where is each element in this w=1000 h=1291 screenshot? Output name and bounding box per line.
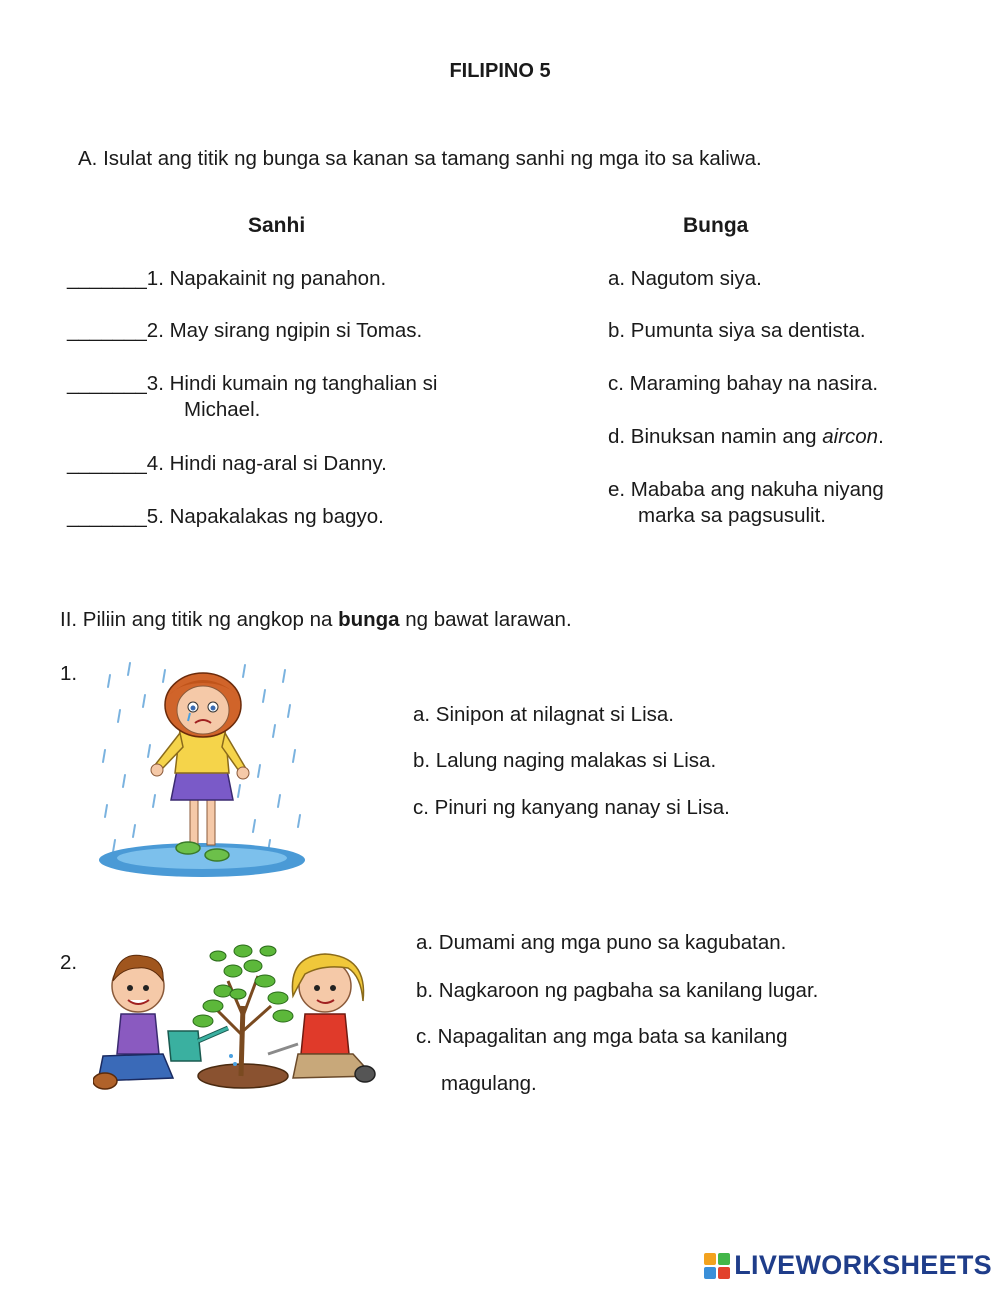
effect-item-e: e. Mababa ang nakuha niyang bbox=[608, 478, 884, 501]
section-b-bold: bunga bbox=[338, 608, 400, 631]
effect-item-c: c. Maraming bahay na nasira. bbox=[608, 372, 879, 395]
effect-d-italic: aircon bbox=[822, 425, 879, 448]
question-1-number: 1. bbox=[60, 662, 78, 685]
cause-item-2: _______2. May sirang ngipin si Tomas. bbox=[67, 319, 423, 342]
effect-d-end: . bbox=[878, 425, 884, 448]
bunga-header: Bunga bbox=[683, 214, 749, 237]
liveworksheets-logo-icon bbox=[704, 1253, 730, 1279]
effect-item-b: b. Pumunta siya sa dentista. bbox=[608, 319, 866, 342]
logo-text: LIVEWORKSHEETS bbox=[734, 1250, 992, 1280]
section-b-text: II. Piliin ang titik ng angkop na bbox=[60, 608, 339, 631]
q1-choice-b: b. Lalung naging malakas si Lisa. bbox=[413, 749, 717, 772]
q2-choice-a: a. Dumami ang mga puno sa kagubatan. bbox=[416, 931, 787, 954]
q2-choice-c: c. Napagalitan ang mga bata sa kanilang bbox=[416, 1025, 788, 1048]
effect-item-a: a. Nagutom siya. bbox=[608, 267, 762, 290]
page-title: FILIPINO 5 bbox=[449, 60, 551, 82]
liveworksheets-logo bbox=[704, 1250, 992, 1281]
q2-choice-c-continuation: magulang. bbox=[441, 1072, 537, 1095]
section-a-instruction: A. Isulat ang titik ng bunga sa kanan sa tamang sanhi ng mga ito sa kaliwa. bbox=[78, 147, 762, 170]
q1-choice-a: a. Sinipon at nilagnat si Lisa. bbox=[413, 703, 674, 726]
girl-in-rain-illustration bbox=[95, 655, 310, 880]
effect-d-text: d. Binuksan namin ang bbox=[608, 425, 823, 448]
effect-item-d bbox=[608, 424, 884, 450]
section-b-instruction bbox=[60, 607, 572, 633]
q2-choice-b: b. Nagkaroon ng pagbaha sa kanilang lugar. bbox=[416, 979, 819, 1002]
q1-choice-c: c. Pinuri ng kanyang nanay si Lisa. bbox=[413, 796, 730, 819]
cause-item-3: _______3. Hindi kumain ng tanghalian si bbox=[67, 372, 438, 395]
cause-item-3-continuation: Michael. bbox=[184, 398, 261, 421]
cause-item-4: _______4. Hindi nag-aral si Danny. bbox=[67, 452, 387, 475]
effect-item-e-continuation: marka sa pagsusulit. bbox=[638, 504, 827, 527]
section-b-text-end: ng bawat larawan. bbox=[399, 608, 572, 631]
cause-item-1: _______1. Napakainit ng panahon. bbox=[67, 267, 387, 290]
cause-item-5: _______5. Napakalakas ng bagyo. bbox=[67, 505, 384, 528]
question-2-number: 2. bbox=[60, 951, 78, 974]
kids-planting-tree-illustration bbox=[93, 936, 378, 1096]
sanhi-header: Sanhi bbox=[248, 214, 306, 237]
